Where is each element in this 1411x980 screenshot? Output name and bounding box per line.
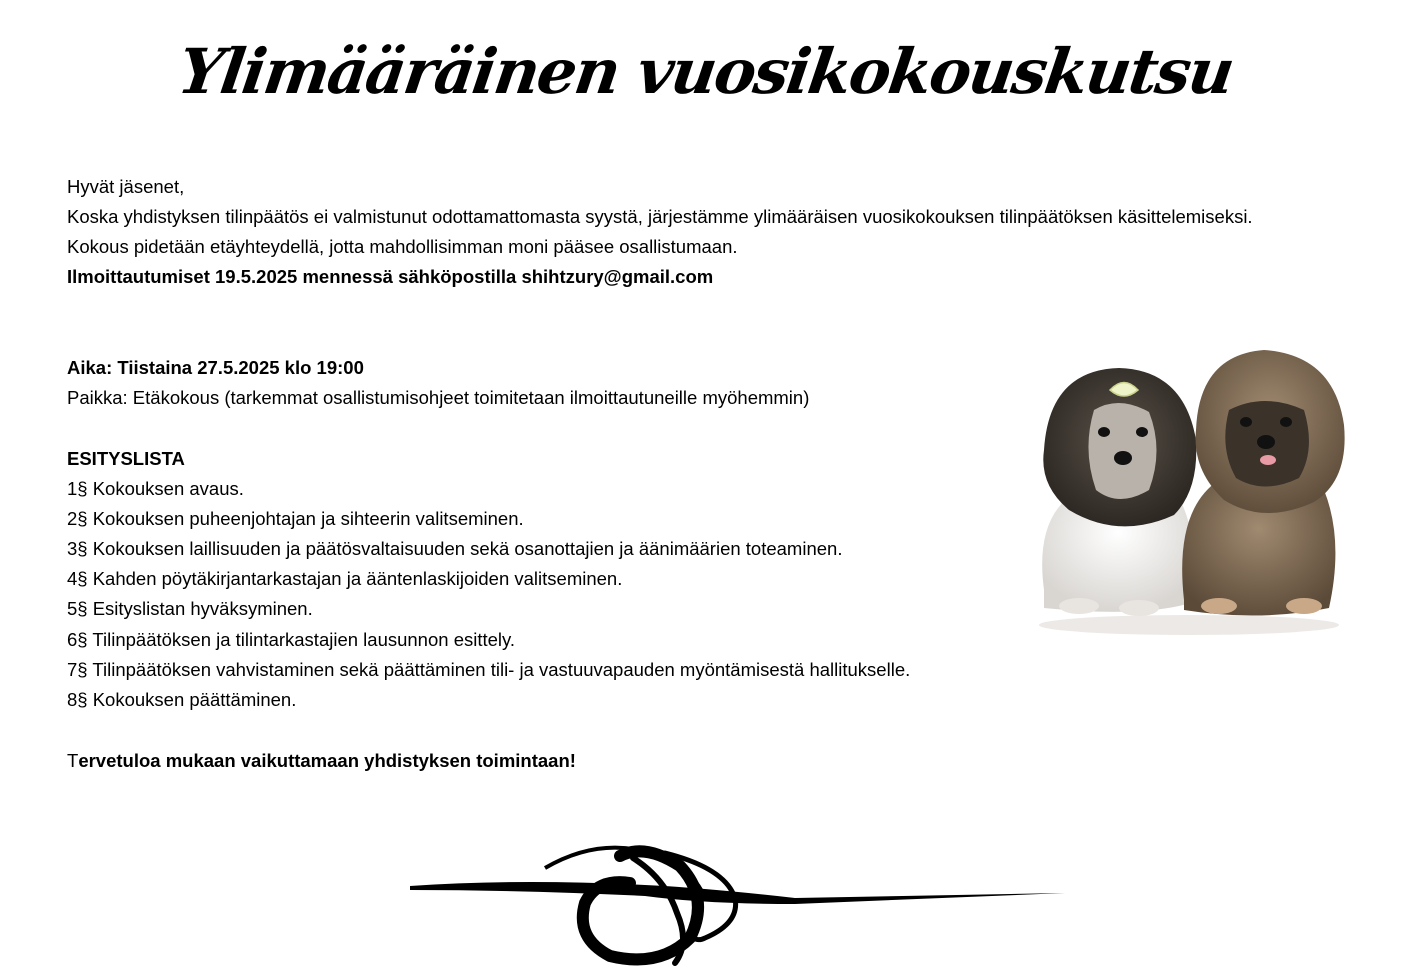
closing-line [67,746,576,776]
agenda-item: 8§ Kokouksen päättäminen. [67,689,297,710]
shih-tzu-dogs-photo [1024,340,1354,640]
agenda-item: 4§ Kahden pöytäkirjantarkastajan ja ääntenlaskijoiden valitseminen. [67,568,623,589]
closing-text: ervetuloa mukaan vaikuttamaan yhdistyksen toimintaan! [78,750,576,771]
intro-paragraph-1: Koska yhdistyksen tilinpäätös ei valmistunut odottamattomasta syystä, järjestämme ylimääräisen vuosikokouksen tilinpäätöksen käsittelemiseksi. [67,206,1253,227]
document-title: Ylimääräinen vuosikokouskutsu [173,35,1238,108]
agenda-item: 2§ Kokouksen puheenjohtajan ja sihteerin valitseminen. [67,508,524,529]
agenda-item: 3§ Kokouksen laillisuuden ja päätösvaltaisuuden sekä osanottajien ja äänimäärien toteaminen. [67,538,843,559]
agenda-item: 6§ Tilinpäätöksen ja tilintarkastajien lausunnon esittely. [67,629,516,650]
agenda-heading: ESITYSLISTA [67,448,185,469]
agenda-item: 7§ Tilinpäätöksen vahvistaminen sekä päättäminen tili- ja vastuuvapauden myöntämisestä hallitukselle. [67,659,911,680]
meeting-time: Aika: Tiistaina 27.5.2025 klo 19:00 [67,357,364,378]
agenda-item: 5§ Esityslistan hyväksyminen. [67,598,313,619]
decorative-flourish [405,838,1075,968]
agenda-item: 1§ Kokouksen avaus. [67,478,244,499]
closing-first-letter: T [67,750,79,771]
meeting-place: Paikka: Etäkokous (tarkemmat osallistumisohjeet toimitetaan ilmoittautuneille myöhemmin) [67,387,810,408]
intro-paragraph-2: Kokous pidetään etäyhteydellä, jotta mahdollisimman moni pääsee osallistumaan. [67,236,738,257]
registration-notice: Ilmoittautumiset 19.5.2025 mennessä sähköpostilla shihtzury@gmail.com [67,266,714,287]
greeting: Hyvät jäsenet, [67,176,185,197]
